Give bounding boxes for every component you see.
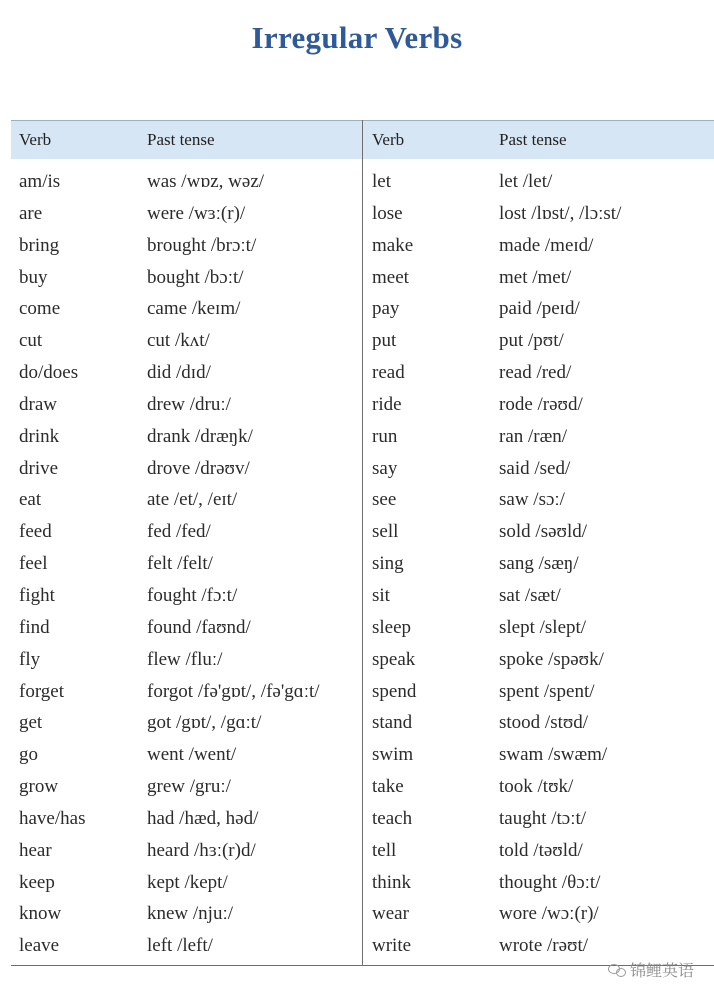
past-tense-cell: read /red/	[499, 362, 572, 384]
table-row	[11, 669, 362, 701]
table-row	[11, 860, 362, 892]
table-row	[11, 350, 362, 382]
wechat-icon	[608, 963, 626, 977]
past-tense-cell: took /tʊk/	[499, 776, 574, 798]
verb-cell: swim	[372, 744, 414, 766]
table-row	[363, 159, 714, 191]
past-tense-cell: sold /səʊld/	[499, 521, 588, 543]
table-row	[363, 573, 714, 605]
past-tense-cell: lost /lɒst/, /lɔːst/	[499, 202, 622, 224]
table-row	[363, 860, 714, 892]
past-tense-cell: came /keɪm/	[147, 298, 241, 320]
table-row	[11, 764, 362, 796]
past-tense-cell: left /left/	[147, 935, 213, 957]
verb-cell: read	[372, 362, 405, 384]
verb-cell: write	[372, 935, 412, 957]
table-row	[363, 605, 714, 637]
past-tense-cell: ran /ræn/	[499, 425, 568, 447]
table-row	[11, 573, 362, 605]
verb-cell: run	[372, 425, 398, 447]
verb-cell: forget	[19, 680, 65, 702]
verb-cell: sit	[372, 584, 390, 606]
table-row	[363, 255, 714, 287]
verb-cell: tell	[372, 839, 397, 861]
verb-cell: teach	[372, 807, 413, 829]
table-row	[11, 382, 362, 414]
verb-cell: let	[372, 171, 391, 192]
right-column	[363, 120, 714, 965]
past-tense-cell: grew /gruː/	[147, 776, 231, 798]
verb-cell: make	[372, 234, 414, 256]
table-row	[363, 669, 714, 701]
verbs-table	[11, 120, 714, 966]
past-tense-cell: fought /fɔːt/	[147, 584, 238, 606]
table-row	[363, 191, 714, 223]
table-row	[11, 477, 362, 509]
table-row	[363, 509, 714, 541]
header-past-tense: Past tense	[499, 130, 567, 149]
table-row	[11, 637, 362, 669]
verb-cell: leave	[19, 935, 60, 957]
past-tense-cell: wrote /rəʊt/	[499, 935, 589, 957]
past-tense-cell: forgot /fə'gɒt/, /fə'gɑːt/	[147, 680, 320, 702]
verb-cell: meet	[372, 266, 409, 288]
verb-cell: bring	[19, 234, 60, 256]
past-tense-cell: told /təʊld/	[499, 839, 583, 861]
verb-cell: are	[19, 202, 43, 224]
past-tense-cell: cut /kʌt/	[147, 330, 210, 352]
past-tense-cell: made /meɪd/	[499, 234, 594, 256]
verb-cell: have/has	[19, 807, 86, 829]
page-title: Irregular Verbs	[251, 20, 463, 55]
table-row	[363, 477, 714, 509]
past-tense-cell: fed /fed/	[147, 521, 211, 543]
verb-cell: drink	[19, 425, 60, 447]
verb-cell: stand	[372, 712, 413, 734]
past-tense-cell: taught /tɔːt/	[499, 807, 587, 829]
past-tense-cell: found /faʊnd/	[147, 616, 251, 638]
watermark-text: 锦鲤英语	[629, 961, 694, 980]
table-row	[11, 828, 362, 860]
verb-cell: cut	[19, 330, 43, 352]
table-row	[11, 732, 362, 764]
header-verb: Verb	[19, 130, 52, 149]
table-row	[363, 637, 714, 669]
past-tense-cell: met /met/	[499, 266, 572, 288]
past-tense-cell: sat /sæt/	[499, 584, 561, 606]
verb-cell: lose	[372, 202, 403, 224]
table-row	[11, 605, 362, 637]
verb-cell: grow	[19, 776, 59, 798]
table-row	[363, 764, 714, 796]
past-tense-cell: were /wɜː(r)/	[147, 202, 246, 224]
header-verb: Verb	[372, 130, 405, 149]
verb-cell: say	[372, 457, 398, 479]
watermark	[608, 958, 694, 981]
verb-cell: keep	[19, 871, 55, 893]
verb-cell: drive	[19, 457, 59, 479]
table-row	[11, 255, 362, 287]
verb-cell: draw	[19, 393, 57, 415]
past-tense-cell: went /went/	[147, 744, 237, 766]
table-row	[11, 700, 362, 732]
past-tense-cell: felt /felt/	[147, 553, 213, 575]
past-tense-cell: paid /peɪd/	[499, 298, 580, 320]
past-tense-cell: stood /stʊd/	[499, 712, 589, 734]
table-row	[11, 286, 362, 318]
past-tense-cell: had /hæd, həd/	[147, 807, 259, 829]
verb-cell: feed	[19, 521, 52, 543]
verb-cell: ride	[372, 393, 402, 415]
table-row	[363, 286, 714, 318]
verb-cell: find	[19, 616, 50, 638]
verb-cell: speak	[372, 648, 416, 670]
past-tense-cell: rode /rəʊd/	[499, 393, 583, 415]
past-tense-cell: did /dɪd/	[147, 362, 211, 384]
verb-cell: take	[372, 776, 404, 798]
verb-cell: fly	[19, 648, 41, 670]
table-row	[363, 446, 714, 478]
past-tense-cell: was /wɒz, wəz/	[147, 171, 265, 192]
past-tense-cell: saw /sɔː/	[499, 489, 565, 511]
past-tense-cell: drank /dræŋk/	[147, 425, 253, 447]
table-row	[363, 350, 714, 382]
verb-cell: buy	[19, 266, 48, 288]
header-past-tense: Past tense	[147, 130, 215, 149]
past-tense-cell: flew /fluː/	[147, 648, 223, 670]
verb-cell: sell	[372, 521, 399, 543]
verb-cell: sing	[372, 553, 404, 575]
verb-cell: put	[372, 330, 397, 352]
verb-cell: wear	[372, 903, 409, 925]
past-tense-cell: sang /sæŋ/	[499, 553, 579, 575]
table-row	[11, 796, 362, 828]
table-row	[11, 159, 362, 191]
table-header-right	[363, 120, 714, 159]
table-row	[363, 223, 714, 255]
past-tense-cell: thought /θɔːt/	[499, 871, 601, 893]
verb-cell: spend	[372, 680, 417, 702]
past-tense-cell: put /pʊt/	[499, 330, 564, 352]
table-row	[11, 541, 362, 573]
verb-cell: eat	[19, 489, 42, 511]
past-tense-cell: knew /njuː/	[147, 903, 234, 925]
past-tense-cell: bought /bɔːt/	[147, 266, 244, 288]
table-row	[363, 318, 714, 350]
table-row	[11, 446, 362, 478]
verb-cell: come	[19, 298, 61, 320]
table-header-left	[11, 120, 362, 159]
past-tense-cell: kept /kept/	[147, 871, 228, 893]
past-tense-cell: spent /spent/	[499, 680, 595, 702]
left-column	[11, 120, 363, 965]
verb-cell: fight	[19, 584, 55, 606]
table-row	[363, 796, 714, 828]
table-row	[363, 541, 714, 573]
table-row	[363, 732, 714, 764]
verb-cell: do/does	[19, 362, 79, 384]
past-tense-cell: said /sed/	[499, 457, 571, 479]
left-rows	[11, 159, 362, 955]
right-rows	[363, 159, 714, 955]
past-tense-cell: drew /druː/	[147, 393, 231, 415]
table-row	[363, 414, 714, 446]
table-row	[363, 828, 714, 860]
table-row	[11, 891, 362, 923]
verb-cell: pay	[372, 298, 400, 320]
verb-cell: sleep	[372, 616, 412, 638]
verb-cell: feel	[19, 553, 48, 575]
past-tense-cell: let /let/	[499, 171, 553, 192]
past-tense-cell: slept /slept/	[499, 616, 587, 638]
verb-cell: know	[19, 903, 62, 925]
verb-cell: am/is	[19, 171, 61, 192]
past-tense-cell: brought /brɔːt/	[147, 234, 257, 256]
table-row	[11, 509, 362, 541]
verb-cell: get	[19, 712, 43, 734]
table-row	[363, 923, 714, 955]
verb-cell: go	[19, 744, 38, 766]
table-row	[11, 318, 362, 350]
table-row	[363, 382, 714, 414]
verb-cell: see	[372, 489, 397, 511]
past-tense-cell: got /gɒt/, /gɑːt/	[147, 712, 262, 734]
table-row	[11, 191, 362, 223]
past-tense-cell: swam /swæm/	[499, 744, 608, 766]
table-row	[11, 223, 362, 255]
table-row	[363, 891, 714, 923]
past-tense-cell: spoke /spəʊk/	[499, 648, 604, 670]
table-row	[11, 414, 362, 446]
past-tense-cell: ate /et/, /eɪt/	[147, 489, 238, 511]
table-row	[11, 923, 362, 955]
verb-cell: think	[372, 871, 412, 893]
past-tense-cell: wore /wɔː(r)/	[499, 903, 599, 925]
table-row	[363, 700, 714, 732]
past-tense-cell: drove /drəʊv/	[147, 457, 250, 479]
verb-cell: hear	[19, 839, 52, 861]
past-tense-cell: heard /hɜː(r)d/	[147, 839, 256, 861]
